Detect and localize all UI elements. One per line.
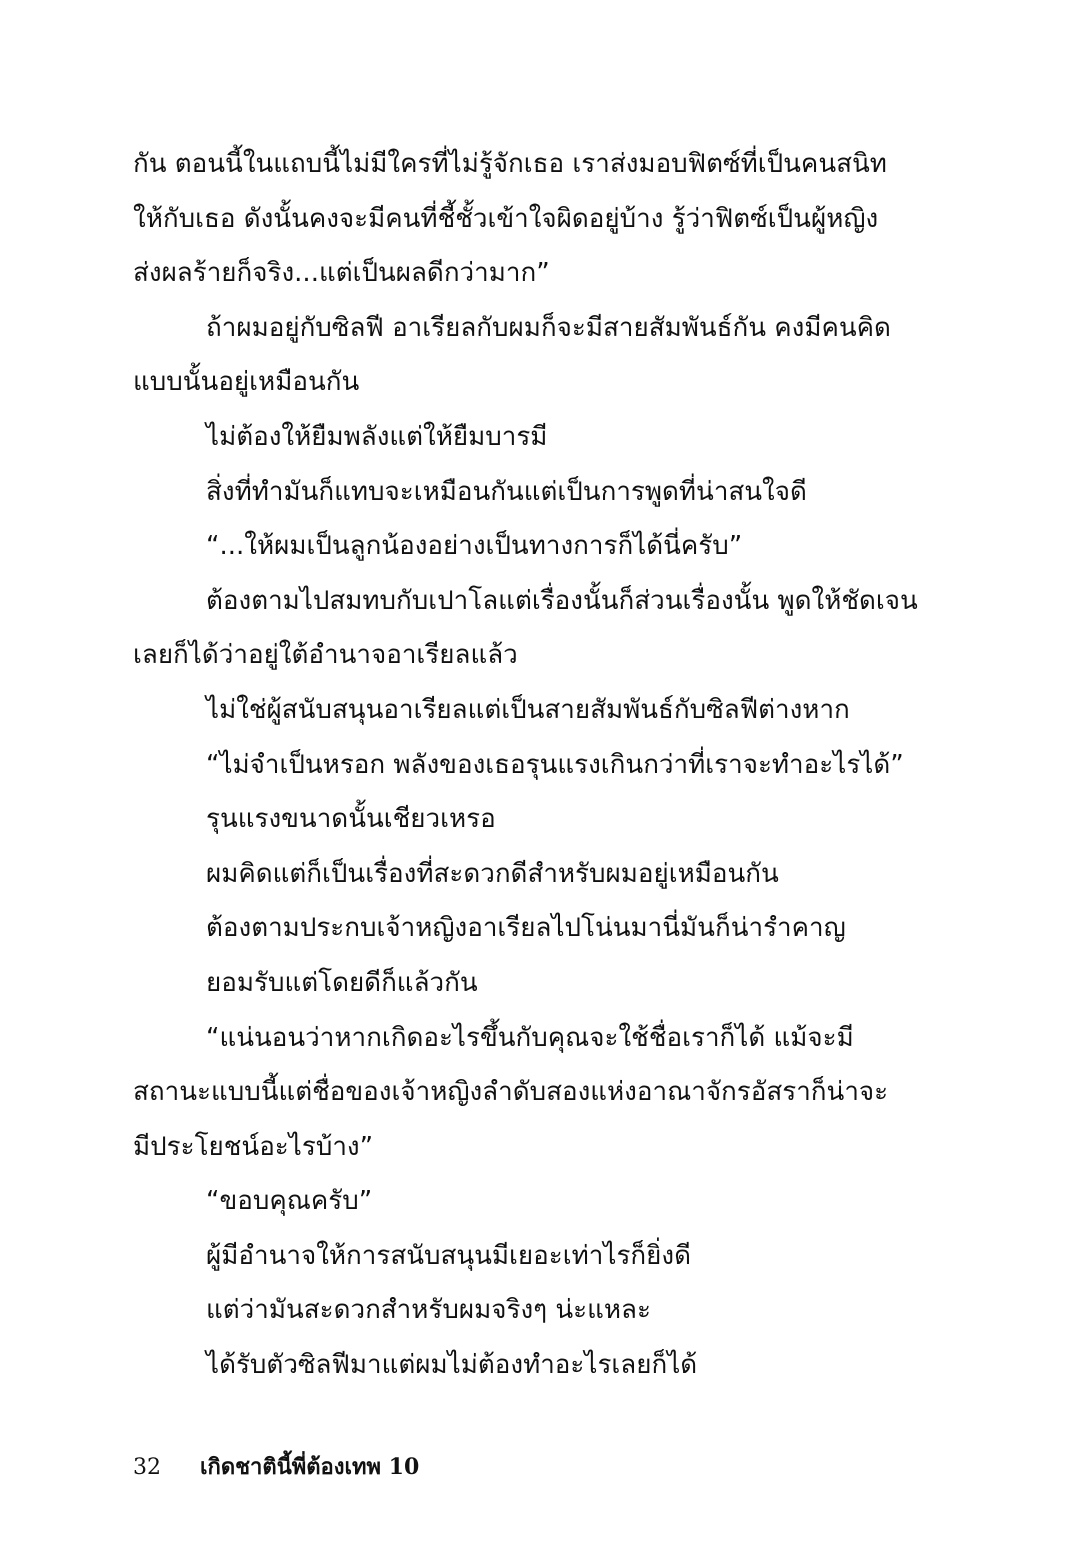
text-line: แต่ว่ามันสะดวกสำหรับผมจริงๆ น่ะแหละ — [206, 1295, 651, 1326]
text-line: รุนแรงขนาดนั้นเชียวเหรอ — [206, 804, 496, 835]
text-line: ผมคิดแต่ก็เป็นเรื่องที่สะดวกดีสำหรับผมอยู่เหมือนกัน — [206, 858, 779, 889]
text-line: ต้องตามประกบเจ้าหญิงอาเรียลไปโน่นมานี่มันก็น่ารำคาญ — [206, 913, 846, 944]
text-line: มีประโยชน์อะไรบ้าง” — [133, 1131, 374, 1162]
text-line: เลยก็ได้ว่าอยู่ใต้อำนาจอาเรียลแล้ว — [133, 640, 518, 671]
text-line: “ไม่จำเป็นหรอก พลังของเธอรุนแรงเกินกว่าที่เราจะทำอะไรได้” — [206, 749, 904, 780]
text-line: แบบนั้นอยู่เหมือนกัน — [133, 367, 360, 398]
text-line: กัน ตอนนี้ในแถบนี้ไม่มีใครที่ไม่รู้จักเธอ เราส่งมอบฟิตซ์ที่เป็นคนสนิท — [133, 149, 887, 179]
text-line: ยอมรับแต่โดยดีก็แล้วกัน — [206, 967, 478, 998]
text-line: ไม่ต้องให้ยืมพลังแต่ให้ยืมบารมี — [206, 421, 548, 452]
text-line: สิ่งที่ทำมันก็แทบจะเหมือนกันแต่เป็นการพูดที่น่าสนใจดี — [206, 476, 807, 507]
text-line: ได้รับตัวซิลฟีมาแต่ผมไม่ต้องทำอะไรเลยก็ได้ — [206, 1350, 698, 1381]
text-line: “ขอบคุณครับ” — [206, 1186, 373, 1217]
text-line: ต้องตามไปสมทบกับเปาโลแต่เรื่องนั้นก็ส่วนเรื่องนั้น พูดให้ชัดเจน — [206, 585, 918, 616]
text-line: ถ้าผมอยู่กับซิลฟี อาเรียลกับผมก็จะมีสายสัมพันธ์กัน คงมีคนคิด — [206, 312, 891, 343]
book-title: เกิดชาตินี้พี่ต้องเทพ 10 — [200, 1454, 420, 1480]
text-line: ให้กับเธอ ดังนั้นคงจะมีคนที่ชี้ชั้วเข้าใจผิดอยู่บ้าง รู้ว่าฟิตซ์เป็นผู้หญิง — [133, 203, 879, 234]
text-line: ผู้มีอำนาจให้การสนับสนุนมีเยอะเท่าไรก็ยิ่งดี — [206, 1240, 691, 1271]
body-text — [133, 140, 918, 1396]
page-footer — [133, 1452, 419, 1482]
text-line: ส่งผลร้ายก็จริง...แต่เป็นผลดีกว่ามาก” — [133, 258, 550, 289]
text-line: ไม่ใช่ผู้สนับสนุนอาเรียลแต่เป็นสายสัมพันธ์กับซิลฟีต่างหาก — [206, 694, 850, 725]
text-line: “...ให้ผมเป็นลูกน้องอย่างเป็นทางการก็ได้นี่ครับ” — [206, 531, 743, 562]
text-line: สถานะแบบนี้แต่ชื่อของเจ้าหญิงลำดับสองแห่งอาณาจักรอัสราก็น่าจะ — [133, 1077, 889, 1108]
page-number: 32 — [133, 1455, 161, 1480]
text-line: “แน่นอนว่าหากเกิดอะไรขึ้นกับคุณจะใช้ชื่อเราก็ได้ แม้จะมี — [206, 1022, 854, 1053]
